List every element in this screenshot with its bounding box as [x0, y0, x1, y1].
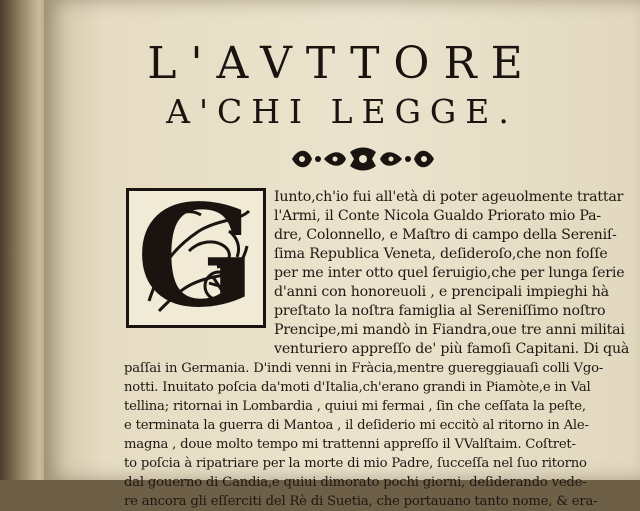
text-line: tellina; ritornai in Lombardia , quiui mi fermai , ſin che ceſſata la peſte,: [124, 399, 586, 414]
text-line: Prencipe,mi mandò in Fiandra,oue tre anni militai: [274, 322, 625, 338]
page-title: L'AVTTORE: [147, 38, 537, 89]
text-line: l'Armi, il Conte Nicola Gualdo Priorato mio Pa-: [274, 208, 601, 224]
text-line: venturiero appreſſo de' più famoſi Capitani. Di quà: [274, 341, 630, 357]
text-line: paſſai in Germania. D'indi venni in Fràcia,mentre guereggiauaſi colli Vgo-: [124, 361, 604, 376]
text-line: re ancora gli eſſerciti del Rè di Suetia, che portauano tanto nome, & era-: [124, 494, 598, 509]
text-line: preſtato la noſtra famiglia al Sereniſſimo noſtro: [274, 303, 606, 319]
text-line: d'anni con honoreuoli , e prencipali impieghi hà: [274, 284, 609, 300]
text-line: e terminata la guerra di Mantoa , il deſiderio mi eccitò al ritorno in Ale-: [124, 418, 589, 433]
text-line: dal gouerno di Candia,e quiui dimorato pochi giorni, deſiderando vede-: [124, 475, 587, 490]
ornate-initial-g-icon: [126, 188, 266, 328]
fleuron-band-icon: [288, 146, 438, 172]
text-line: dre, Colonnello, e Maſtro di campo della Sereniſ-: [274, 227, 617, 243]
text-line: to poſcia à ripatriare per la morte di mio Padre, ſucceſſa nel ſuo ritorno: [124, 456, 587, 471]
book-page: [44, 0, 640, 509]
text-line: ſima Republica Veneta, deſideroſo,che non foſſe: [274, 246, 608, 262]
text-line: notti. Inuitato poſcia da'moti d'Italia,ch'erano grandi in Piamòte,e in Val: [124, 380, 591, 395]
text-line: magna , doue molto tempo mi trattenni appreſſo il VValſtaim. Coſtret-: [124, 437, 576, 452]
text-line: per me inter otto quel ſeruigio,che per lunga ſerie: [274, 265, 625, 281]
page-subtitle: A'CHI LEGGE.: [166, 92, 518, 131]
text-line: Iunto,ch'io fui all'età di poter ageuolmente trattar: [274, 189, 624, 205]
drop-cap-letter: G: [136, 188, 256, 328]
